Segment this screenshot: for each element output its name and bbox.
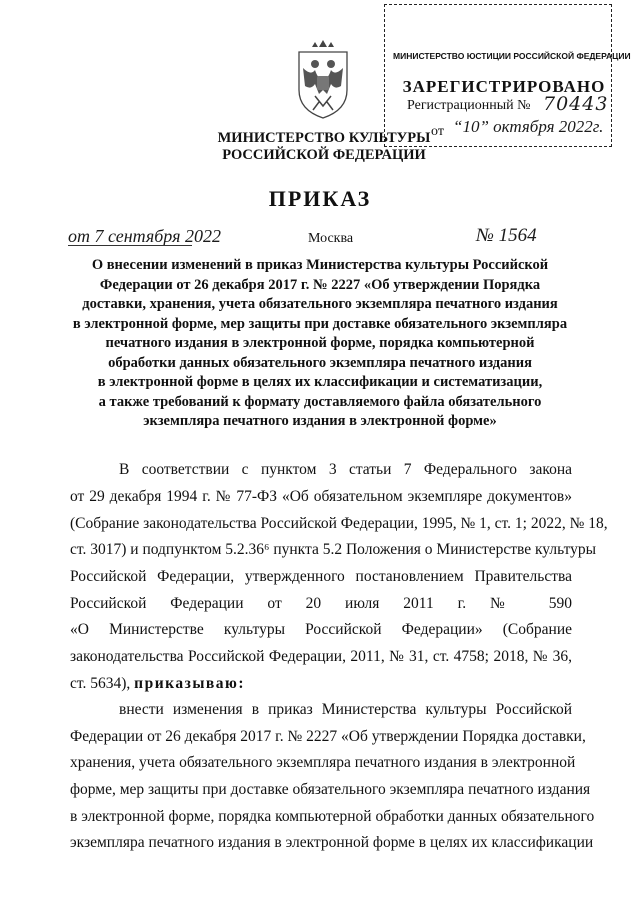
stamp-ministry: МИНИСТЕРСТВО ЮСТИЦИИ РОССИЙСКОЙ ФЕДЕРАЦИИ [393,51,631,61]
stamp-registered: ЗАРЕГИСТРИРОВАНО [402,77,606,96]
stamp-regno-value: 70443 [543,93,609,115]
heading-line: О внесении изменений в приказ Министерства культуры Российской [91,257,549,273]
body-line: законодательства Российской Федерации, 2011, № 31, ст. 4758; 2018, № 36, [70,648,572,665]
heading-line: доставки, хранения, учета обязательного экземпляра печатного издания [82,296,558,312]
ministry-line: РОССИЙСКОЙ ФЕДЕРАЦИИ [222,147,426,163]
ministry-name [200,130,448,164]
body-line: Российской Федерации, утвержденного постановлением Правительства [70,568,572,585]
body-line: Российской Федерации от 20 июля 2011 г. № 590 [70,595,572,612]
heading-line: в электронной форме в целях их классификации и систематизации, [97,374,543,390]
body-line: ст. 3017) и подпунктом 5.2.36⁶ пункта 5.2 Положения о Министерстве культуры [70,541,597,558]
body-line: форме, мер защиты при доставке обязательного экземпляра печатного издания [70,781,591,798]
registration-stamp [384,4,631,147]
heading-line: в электронной форме, мер защиты при доставке обязательного экземпляра [72,315,568,332]
body-line: Федерации от 26 декабря 2017 г. № 2227 «Об утверждении Порядка доставки, [70,728,586,745]
stamp-regno-label: Регистрационный № [407,98,531,113]
coat-of-arms-emblem [291,38,355,120]
heading-line: печатного издания в электронной форме, порядка компьютерной [105,335,535,351]
order-date: от 7 сентября 2022 [68,226,221,246]
body-line: (Собрание законодательства Российской Федерации, 1995, № 1, ст. 1; 2022, № 18, [70,515,608,532]
order-directive: приказываю: [134,675,246,692]
order-number: № 1564 [476,225,537,246]
body-line: внести изменения в приказ Министерства культуры Российской [119,701,572,718]
document-title: ПРИКАЗ [268,186,372,211]
stamp-from-label: от [431,124,444,139]
heading-line: а также требований к формату доставляемого файла обязательного [98,393,542,410]
order-place: Москва [308,231,354,246]
heading-line: Федерации от 26 декабря 2017 г. № 2227 «Об утверждении Порядка [99,276,541,293]
body-line [70,675,572,695]
body-line: от 29 декабря 1994 г. № 77-ФЗ «Об обязательном экземпляре документов» [70,488,572,505]
order-heading [70,256,570,432]
stamp-from-value: “10” октября 2022г. [453,117,604,136]
body-line: «О Министерстве культуры Российской Федерации» (Собрание [70,621,572,638]
body-line: хранения, учета обязательного экземпляра печатного издания в электронной [70,754,576,771]
order-date-underline [68,245,192,246]
heading-line: обработки данных обязательного экземпляра печатного издания [108,354,532,371]
body-line: экземпляра печатного издания в электронной форме в целях их классификации [70,834,594,851]
ministry-line: МИНИСТЕРСТВО КУЛЬТУРЫ [217,130,431,146]
body-text: ст. 5634), [70,675,131,692]
heading-line: экземпляра печатного издания в электронной форме» [143,413,497,429]
body-line: В соответствии с пунктом 3 статьи 7 Федерального закона [119,461,572,478]
body-line: в электронной форме, порядка компьютерной обработки данных обязательного [70,808,595,825]
